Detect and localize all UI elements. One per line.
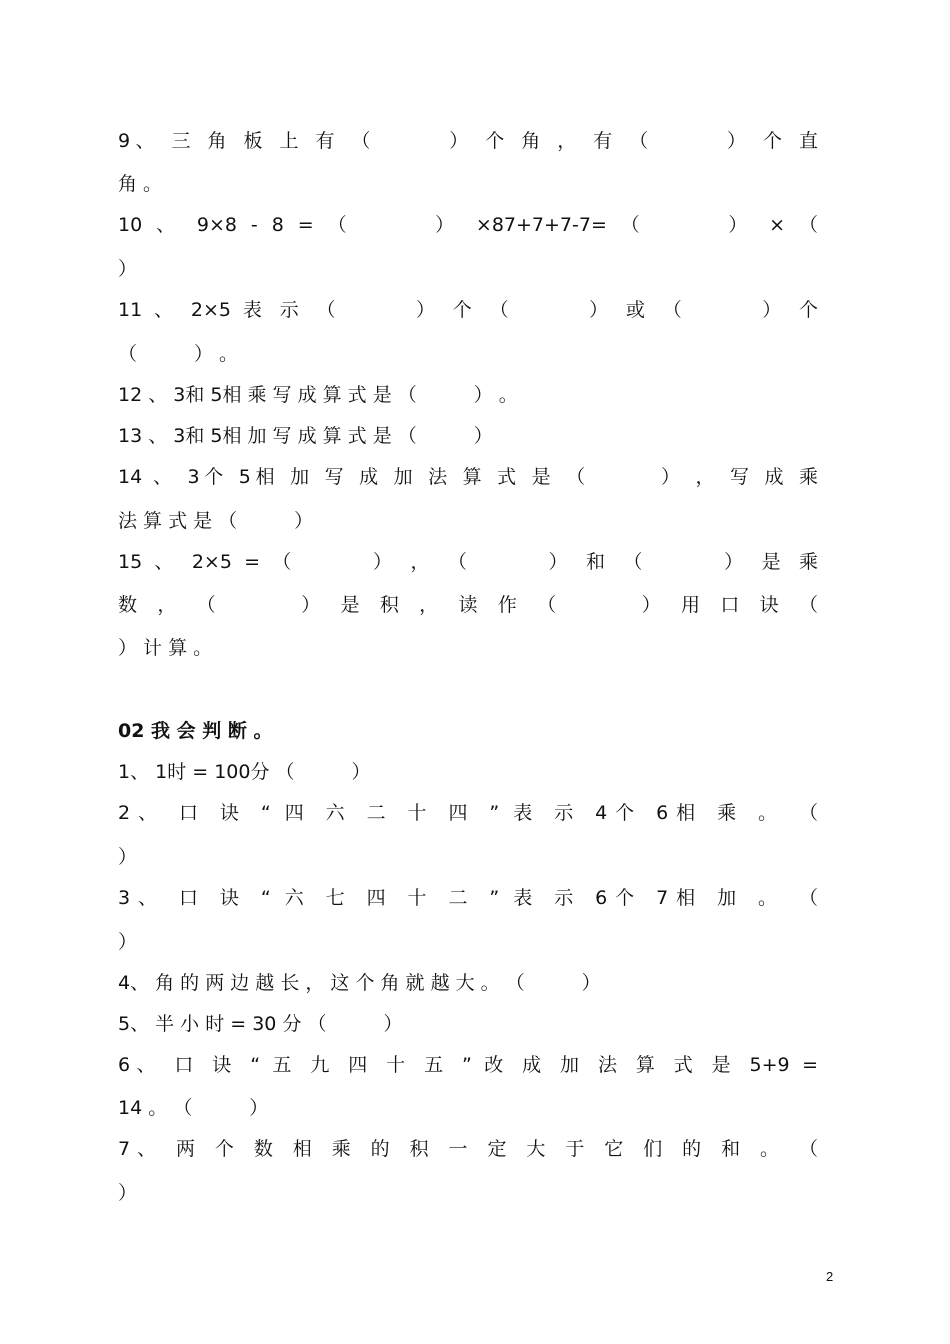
judge-question-3-line-1: 3、 口 诀 “ 六 七 四 十 二 ” 表 示 6个 7相 加 。 （ [118, 887, 818, 909]
question-15-line-1: 15 、 2×5 = （ ） ， （ ） 和 （ ） 是 乘 [118, 551, 818, 573]
question-14-line-1: 14 、 3个 5相 加 写 成 加 法 算 式 是 （ ） ， 写 成 乘 [118, 466, 818, 488]
question-11-line-2: （ ） 。 [118, 343, 239, 365]
judge-question-2-line-2: ） [118, 846, 138, 868]
judge-question-6-line-2: 14 。 （ ） [118, 1097, 269, 1119]
judge-question-5: 5、 半 小 时 = 30 分 （ ） [118, 1013, 403, 1035]
question-12: 12 、 3和 5相 乘 写 成 算 式 是 （ ） 。 [118, 384, 518, 406]
question-10-line-1: 10 、 9×8 - 8 = （ ） ×87+7+7-7= （ ） × （ [118, 214, 818, 236]
judge-question-1: 1、 1时 = 100分 （ ） [118, 761, 371, 783]
question-9-line-1: 9、 三 角 板 上 有 （ ） 个 角 ， 有 （ ） 个 直 [118, 130, 818, 152]
judge-question-6-line-1: 6、 口 诀 “ 五 九 四 十 五 ” 改 成 加 法 算 式 是 5+9 = [118, 1054, 818, 1076]
judge-question-7-line-2: ） [118, 1182, 138, 1204]
judge-question-7-line-1: 7、 两 个 数 相 乘 的 积 一 定 大 于 它 们 的 和 。 （ [118, 1138, 818, 1160]
question-15-line-2: 数 ， （ ） 是 积 ， 读 作 （ ） 用 口 诀 （ [118, 594, 818, 616]
question-15-line-3: ） 计 算 。 [118, 637, 213, 659]
section-2-heading: 02 我 会 判 断 。 [118, 720, 273, 742]
question-13: 13 、 3和 5相 加 写 成 算 式 是 （ ） [118, 425, 493, 447]
judge-question-4: 4、 角 的 两 边 越 长 ， 这 个 角 就 越 大 。 （ ） [118, 972, 601, 994]
question-14-line-2: 法 算 式 是 （ ） [118, 510, 314, 532]
judge-question-3-line-2: ） [118, 931, 138, 953]
question-11-line-1: 11 、 2×5 表 示 （ ） 个 （ ） 或 （ ） 个 [118, 299, 818, 321]
question-9-line-2: 角 。 [118, 173, 163, 195]
question-10-line-2: ） [118, 258, 138, 280]
judge-question-2-line-1: 2、 口 诀 “ 四 六 二 十 四 ” 表 示 4个 6相 乘 。 （ [118, 802, 818, 824]
page-number: 2 [826, 1269, 834, 1284]
